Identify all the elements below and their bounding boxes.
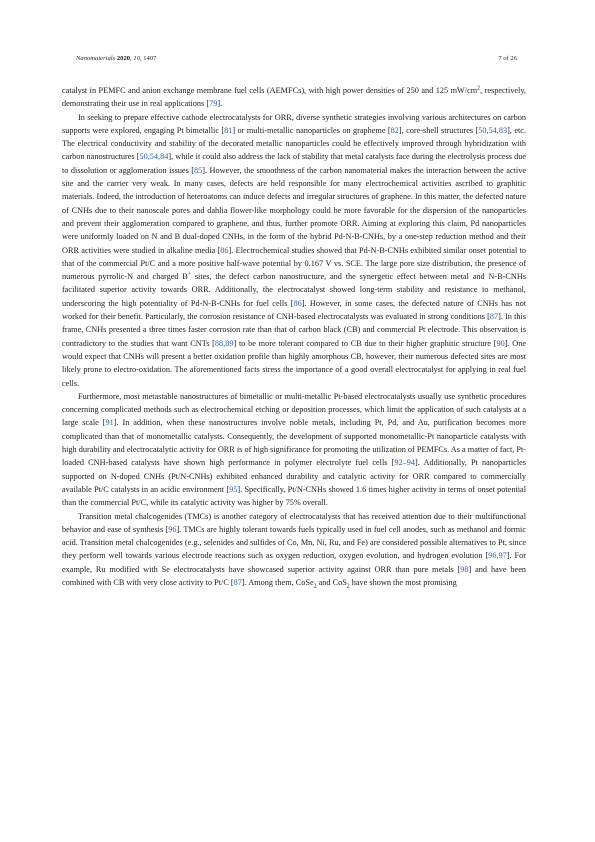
reference-link[interactable]: 98 <box>460 564 469 574</box>
reference-link[interactable]: 87 <box>489 312 499 322</box>
text-run: ]. However, in some cases, the defected nature of CNHs has not worked for their benefit. Particularly, the corrosion resistance of CNH-based electrocatalysts was evaluated in strong conditions [ <box>62 298 527 322</box>
reference-link[interactable]: 50,54,83 <box>478 125 508 135</box>
text-run: ] or multi-metallic nanoparticles on grapheme [ <box>232 125 391 135</box>
journal-year: 2020 <box>116 55 131 62</box>
text-run: ], core-shell structures [ <box>398 125 479 135</box>
text-run: ]. In addition, when these nanostructures involve noble metals, including Pt, Pd, and Au, purification becomes more complicated than that of monometallic catalysts. Consequently, the development of supported monometallic-Pt nanoparticle catalysts with high durability and electrocatalytic activity for ORR is of high significance for promoting the utilization of PEMFCs. As a matter of fact, Pt-loaded CNH-based catalysts have shown high performance in polymer electrolyte fuel cells [ <box>62 418 527 468</box>
paragraph-1 <box>62 84 526 111</box>
text-run: sites, the defect carbon nanostructure, and the synergetic effect between metal and N-B-CNHs facilitated superior activity towards ORR. Additionally, the electrocatalyst showed long-term stability and resistance to methanol, underscoring the high potentiality of Pd-N-B-CNHs for fuel cells [ <box>62 272 526 308</box>
article-number: 1407 <box>143 55 157 62</box>
journal-citation: Nanomaterials 2020, 10, 1407 <box>76 55 157 62</box>
page-number: 7 of 26 <box>498 55 517 62</box>
reference-link[interactable]: 90 <box>496 338 505 348</box>
reference-link[interactable]: 95 <box>229 484 238 494</box>
text-run: ]. For example, Ru modified with Se electrocatalysts have showcased superior activity against ORR than pure metals [ <box>62 551 526 574</box>
paragraph-4 <box>62 510 526 590</box>
text-run: ] and have been combined with CB with very close activity to Pt/C [ <box>62 564 526 587</box>
reference-link[interactable]: 96 <box>168 524 177 534</box>
text-run: Furthermore, most metastable nanostructures of bimetallic or multi-metallic Pt-based electrocatalysts usually use synthetic procedures concerning complicated methods such as electrochemical etching or deposition processes, which limit the application of such catalysts at a large scale [ <box>62 391 526 428</box>
subscript: 2 <box>313 583 317 590</box>
text-run: catalyst in PEMFC and anion exchange membrane fuel cells (AEMFCs), with high power densities of 250 and 125 mW/cm <box>62 86 478 95</box>
journal-volume: 10 <box>133 55 140 62</box>
text-run: ]. TMCs are highly tolerant towards fuels typically used in fuel cell anodes, such as methanol and formic acid. Transition metal chalcogenides (e.g., selenides and sulfides of Co, Mn, Ni, Ru, and Fe) are considered possible alternatives to Pt, since they perform well towards various electrode reactions such as oxygen reduction, oxygen evolution, and hydrogen evolution [ <box>62 524 527 561</box>
text-run: ]. In this frame, CNHs presented a three times faster corrosion rate than that of carbon black (CB) and commercial Pt electrode. This observation is contradictory to the studies that want CNTs [ <box>62 312 526 348</box>
reference-link[interactable]: 81 <box>224 125 233 135</box>
text-run: ]. Electrochemical studies showed that Pd-N-B-CNHs exhibited similar onset potential to that of the commercial Pt/C and a more positive half-wave potential by 0.167 V vs. SCE. The large pore size distribution, the presence of numerous pyrrolic-N and charged B <box>62 245 526 282</box>
reference-link[interactable]: 86 <box>220 245 229 255</box>
reference-link[interactable]: 85 <box>194 165 203 175</box>
text-run: , respectively, demonstrating their use in real applications [ <box>62 86 526 109</box>
text-run: ] to be more tolerant compared to CB due to their higher graphitic structure [ <box>233 338 497 348</box>
text-run: ]. One would expect that CNHs will present a better oxidation profile than highly amorphous CB, however, their numerous defected sites are most likely prone to electro-oxidation. The aforementioned facts stress the importance of a good overall electrocatalyst for applying in real fuel cells. <box>62 338 526 388</box>
text-run: have shown the most promising <box>349 577 457 587</box>
reference-link[interactable]: 50,54,84 <box>139 152 169 162</box>
text-run: and CoS <box>316 577 347 587</box>
text-run: ]. Additionally, Pt nanoparticles supported on N-doped CNHs (Pt/N-CNHs) exhibited enhanced durability and catalytic activity for ORR compared to commercially available Pt/C catalysts in an acidic environment [ <box>62 458 527 494</box>
superscript: + <box>187 271 192 278</box>
text-run: ], while it could also address the lack of stability that metal catalysts face during the electrolysis process due to dissolution or agglomeration issues [ <box>62 152 526 175</box>
reference-link[interactable]: 92–94 <box>394 458 416 468</box>
paragraph-3 <box>62 390 526 510</box>
reference-link[interactable]: 82 <box>390 125 399 135</box>
text-run: Transition metal chalcogenides (TMCs) is another category of electrocatalysts that has received attention due to their multifunctional behavior and ease of synthesis [ <box>62 511 526 534</box>
text-run: In seeking to prepare effective cathode electrocatalysts for ORR, diverse synthetic strategies involving various architectures on carbon supports were explored, engaging Pt bimetallic [ <box>62 112 526 135</box>
body-text <box>62 84 526 589</box>
text-run: ]. Among them, CoSe <box>241 577 314 587</box>
page-header <box>76 55 517 62</box>
text-run: ]. Specifically, Pt/N-CNHs showed 1.6 times higher activity in terms of onset potential than the commercial Pt/C, while its catalytic activity was higher by 75% overall. <box>62 484 527 508</box>
journal-name: Nanomaterials <box>76 55 116 62</box>
text-run: ], etc. The electrical conductivity and stability of the decorated metallic nanoparticles could be effectively improved through hybridization with carbon nanostructures [ <box>62 125 526 162</box>
reference-link[interactable]: 79 <box>209 99 218 109</box>
reference-link[interactable]: 86 <box>293 298 302 308</box>
text-run: ]. However, the smoothness of the carbon nanomaterial makes the interaction between the active site and the carrier very weak. In many cases, defects are held responsible for many electrochemical activities ascribed to graphitic materials. Indeed, the introduction of heteroatoms can induce defects and irregular structures of graphene. In this matter, the defected nature of CNHs due to their nanoscale pores and dahlia flower-like morphology could be more favorable for the dispersion of the nanoparticles and prevent their agglomeration compared to graphene, and thus, further promote ORR. Aiming at exploring this claim, Pd nanoparticles were uniformly loaded on N and B dual-doped CNHs, in the form of the hybrid Pd-N-B-CNHs, by a one-step reduction method and their ORR activities were studied in alkaline media [ <box>62 165 526 255</box>
text-run: ]. <box>217 99 223 109</box>
reference-link[interactable]: 87 <box>233 577 242 587</box>
reference-link[interactable]: 91 <box>105 418 114 428</box>
reference-link[interactable]: 88,89 <box>214 338 234 348</box>
paragraph-2 <box>62 111 526 390</box>
subscript: 2 <box>346 583 350 590</box>
superscript: 2 <box>477 85 481 92</box>
reference-link[interactable]: 96,97 <box>488 551 507 561</box>
